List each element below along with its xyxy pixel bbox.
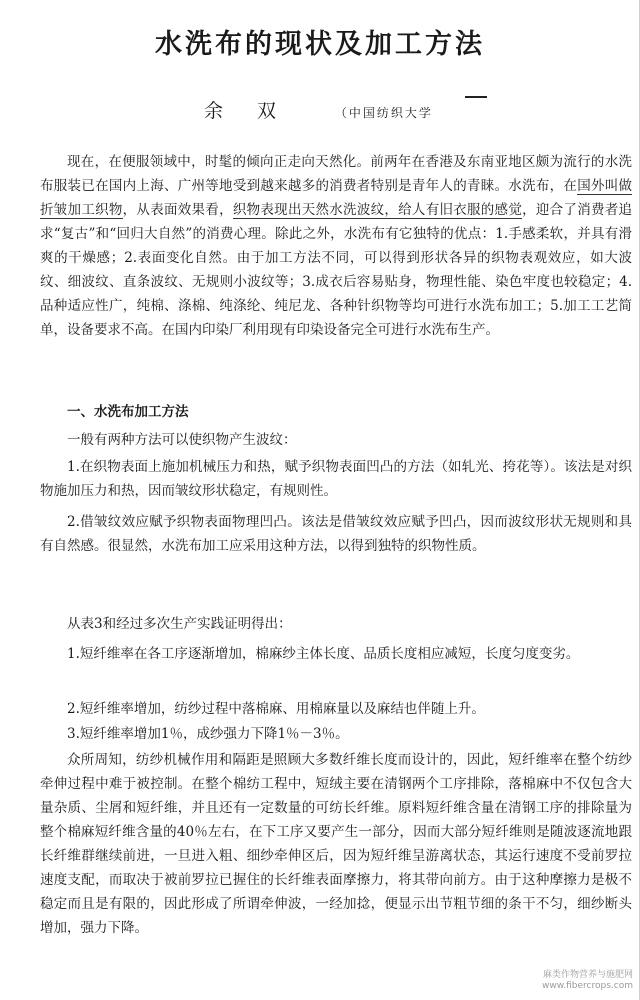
section2-paragraph-2: 2.短纤维率增加，纺纱过程中落棉麻、用棉麻量以及麻结也伴随上升。 <box>67 701 485 717</box>
watermark-line-2: www.fibercrops.com <box>542 981 633 991</box>
article-title: 水洗布的现状及加工方法 <box>155 29 485 60</box>
section1-paragraph-3: 2.借皱纹效应赋予织物表面物理凹凸。该法是借皱纹效应赋予凹凸，因而波纹形状无规则和具有自然感。很显然，水洗布加工应采用这种方法，以得到独特的织物性质。 <box>40 514 632 554</box>
watermark-line-1: 麻类作物营养与施肥网 <box>542 970 633 980</box>
title-dash-mark <box>465 96 487 98</box>
watermark <box>542 970 633 992</box>
intro-text-a: 现在，在便服领域中，时髦的倾向正走向天然化。前两年在香港及东南亚地区颇为流行的水洗布服装已在国内上海、广州等地受到越来越多的消费者特别是青年人的青睐。水洗布，在 <box>40 154 632 194</box>
intro-underlined-1: 国外叫做折皱加工织物 <box>40 178 633 218</box>
section2-paragraph-3: 3.短纤维率增加1％，成纱强力下降1％－3％。 <box>67 726 349 742</box>
author-affiliation: （中国纺织大学 <box>334 106 433 120</box>
intro-text-c: ，迎合了消费者追求“复古”和“回归大自然”的消费心理。除此之外，水洗布有它独特的优点：1.手感柔软，并具有滑爽的干燥感；2.表面变化自然。由于加工方法不同，可以得到形状各异的织物表观效应，如大波纹、细波纹、直条波纹、无规则小波纹等；3.成衣后容易贴身，物理性能、染色牢度也较稳定；4.品种适应性广，纯棉、涤棉、纯涤纶、纯尼龙、各种针织物等均可进行水洗布加工；5.加工工艺简单，设备要求不高。在国内印染厂利用现有印染设备完全可进行水洗布生产。 <box>40 202 633 338</box>
author-name: 余 双 <box>204 100 291 122</box>
section2-paragraph-1: 1.短纤维率在各工序逐渐增加，棉麻纱主体长度、品质长度相应减短，长度匀度变劣。 <box>67 646 580 662</box>
section1-paragraph-2: 1.在织物表面上施加机械压力和热，赋予织物表面凹凸的方法（如轧光、挎花等）。该法是对织物施加压力和热，因而皱纹形状稳定，有规则性。 <box>40 459 632 499</box>
intro-underlined-2: 织物表现出天然水洗波纹，给人有旧衣服的感觉 <box>232 202 523 218</box>
intro-paragraph <box>40 150 632 342</box>
author-line <box>204 96 433 123</box>
intro-text-b: ，从表面效果看， <box>122 202 233 218</box>
section1-paragraph-1: 一般有两种方法可以使织物产生波纹： <box>67 432 297 448</box>
section-heading: 一、水洗布加工方法 <box>67 404 189 420</box>
section2-paragraph-4: 众所周知，纺纱机械作用和隔距是照顾大多数纤维长度而设计的，因此，短纤维率在整个纺纱牵伸过程中难于被控制。在整个棉纺工程中，短绒主要在清钢两个工序排除，落棉麻中不仅包含大量杂质、尘屑和短纤维，并且还有一定数量的可纺长纤维。原料短纤维含量在清钢工序的排除量为整个棉麻短纤维含量的40％左右，在下工序又要产生一部分，因而大部分短纤维则是随波逐流地跟长纤维群继续前进，一旦进入粗、细纱牵伸区后，因为短纤维呈游离状态，其运行速度不受前罗拉速度支配，而取决于被前罗拉已握住的长纤维表面摩擦力，将其带向前方。由于这种摩擦力是极不稳定而且是有限的，因此形成了所谓牵伸波，一经加捻，便显示出节粗节细的条干不匀，细纱断头增加，强力下降。 <box>40 752 632 936</box>
section2-paragraph-0: 从表3和经过多次生产实践证明得出： <box>67 616 292 632</box>
